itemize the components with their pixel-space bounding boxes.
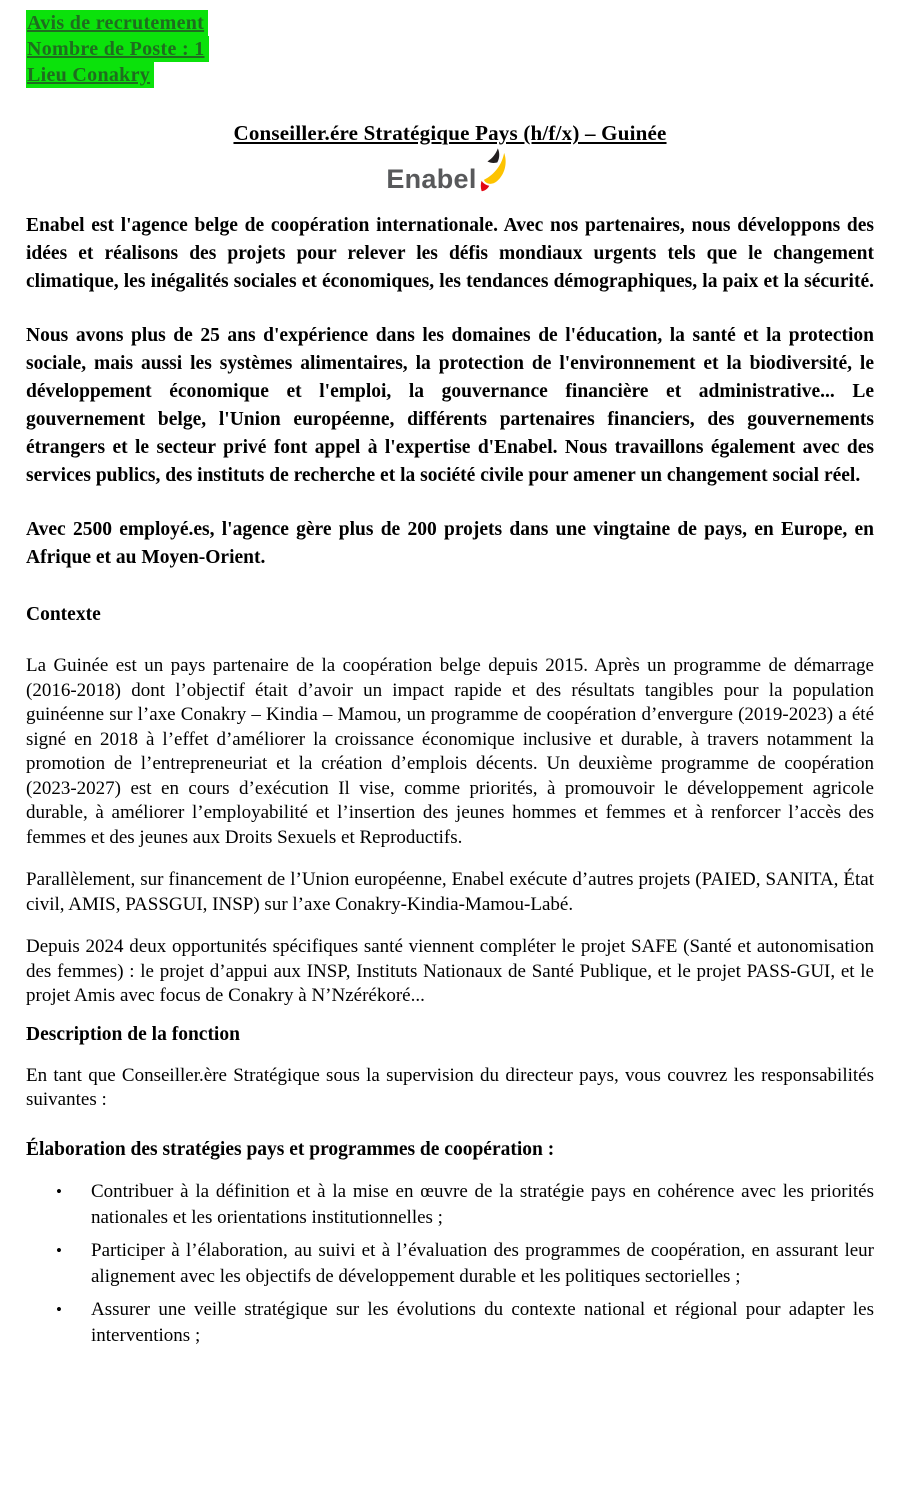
contexte-paragraph-2: Parallèlement, sur financement de l’Union européenne, Enabel exécute d’autres projets (PAIED, SANITA, État civil, AMIS, PASSGUI, INSP) sur l’axe Conakry-Kindia-Mamou-Labé. [26, 869, 874, 915]
enabel-logo [26, 148, 874, 200]
contexte-heading: Contexte [26, 604, 101, 625]
fonction-intro-paragraph: En tant que Conseiller.ère Stratégique sous la supervision du directeur pays, vous couvrez les responsabilités suivantes : [26, 1064, 874, 1110]
elaboration-heading: Élaboration des stratégies pays et programmes de coopération : [26, 1138, 555, 1160]
banner-line-lieu: Lieu Conakry [26, 62, 154, 88]
description-fonction-heading: Description de la fonction [26, 1023, 240, 1045]
bullet-icon: • [56, 1240, 62, 1260]
intro-paragraph-3: Avec 2500 employé.es, l'agence gère plus de 200 projets dans une vingtaine de pays, en Europe, en Afrique et au Moyen-Orient. [26, 519, 874, 568]
list-item [56, 1297, 874, 1349]
recruitment-banner [26, 10, 874, 88]
enabel-wordmark: Enabel [386, 164, 477, 194]
list-item-text: Contribuer à la définition et à la mise en œuvre de la stratégie pays en cohérence avec les priorités nationales et les orientations institutionnelles ; [91, 1180, 874, 1228]
list-item-text: Participer à l’élaboration, au suivi et à l’évaluation des programmes de coopération, en assurant leur alignement avec les objectifs de développement durable et les politiques sectorielles ; [91, 1239, 874, 1287]
bullet-icon: • [56, 1299, 62, 1319]
intro-paragraph-2: Nous avons plus de 25 ans d'expérience dans les domaines de l'éducation, la santé et la protection sociale, mais aussi les systèmes alimentaires, la protection de l'environnement et la biodiversité, le développement économique et l'emploi, la gouvernance financière et administrative... Le gouvernement belge, l'Union européenne, différents partenaires financiers, des gouvernements étrangers et le secteur privé font appel à l'expertise d'Enabel. Nous travaillons également avec des services publics, des instituts de recherche et la société civile pour amener un changement social réel. [26, 325, 874, 486]
job-title: Conseiller.ére Stratégique Pays (h/f/x) – Guinée [233, 121, 667, 145]
bullet-icon: • [56, 1181, 62, 1201]
list-item [56, 1238, 874, 1290]
logo-petal-black [487, 148, 499, 163]
enabel-logo-mark-icon [478, 148, 514, 197]
intro-paragraph-1: Enabel est l'agence belge de coopération internationale. Avec nos partenaires, nous développons des idées et réalisons des projets pour relever les défis mondiaux urgents tels que le changement climatique, les inégalités sociales et économiques, les tendances démographiques, la paix et la sécurité. [26, 215, 874, 292]
banner-line-nombre-poste: Nombre de Poste : 1 [26, 36, 209, 62]
responsibilities-list [26, 1179, 874, 1349]
contexte-paragraph-1: La Guinée est un pays partenaire de la coopération belge depuis 2015. Après un programme de démarrage (2016-2018) dont l’objectif était d’avoir un impact rapide et des résultats tangibles pour la population guinéenne sur l’axe Conakry – Kindia – Mamou, un programme de coopération d’envergure (2019-2023) a été signé en 2018 à l’effet d’améliorer la croissance économique inclusive et durable, à travers notamment la promotion de l’entrepreneuriat et la création d’emplois décents. Un deuxième programme de coopération (2023-2027) est en cours d’exécution Il vise, comme priorités, à promouvoir le développement agricole durable, à améliorer l’employabilité et l’insertion des jeunes hommes et femmes et à renforcer l’accès des femmes et des jeunes aux Droits Sexuels et Reproductifs. [26, 655, 874, 848]
list-item [56, 1179, 874, 1231]
list-item-text: Assurer une veille stratégique sur les évolutions du contexte national et régional pour adapter les interventions ; [91, 1298, 874, 1346]
banner-line-avis: Avis de recrutement [26, 10, 208, 36]
contexte-paragraph-3: Depuis 2024 deux opportunités spécifiques santé viennent compléter le projet SAFE (Santé et autonomisation des femmes) : le projet d’appui aux INSP, Instituts Nationaux de Santé Publique, et le projet PASS-GUI, et le projet Amis avec focus de Conakry à N’Nzérékoré... [26, 936, 874, 1006]
